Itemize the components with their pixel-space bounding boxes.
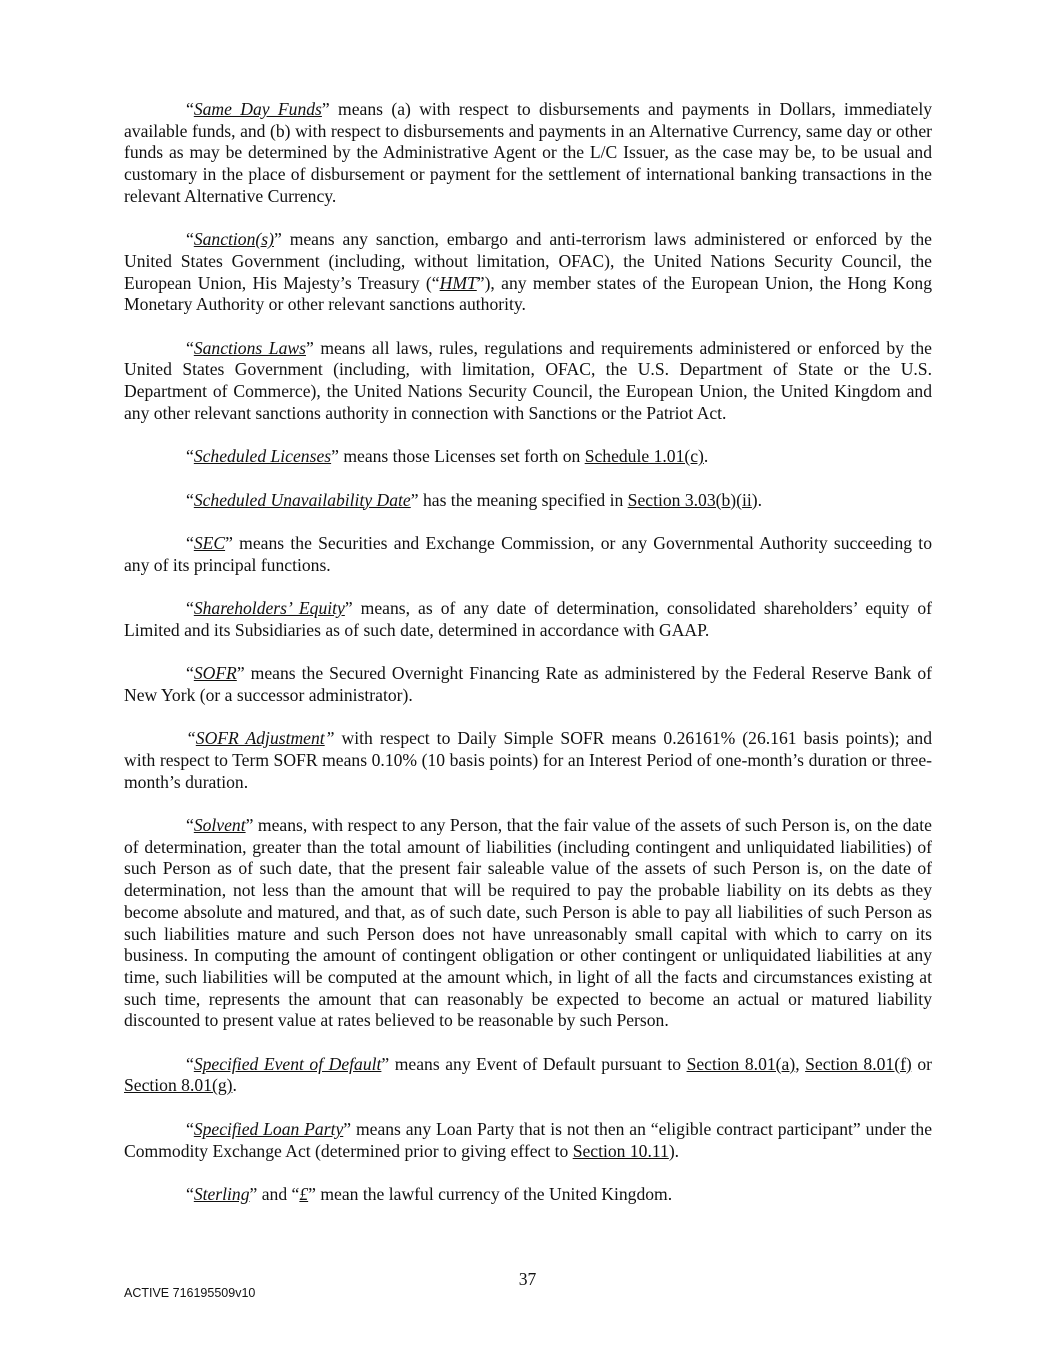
defined-term: Sterling — [193, 1183, 250, 1204]
page-number: 37 — [518, 1269, 537, 1289]
document-id: ACTIVE 716195509v10 — [124, 1286, 256, 1300]
defined-term: Specified Loan Party — [193, 1118, 344, 1139]
cross-reference-link: Section 8.01(a) — [686, 1053, 796, 1074]
definition-specified-event-of-default: “Specified Event of Default” means any Event of Default pursuant to Section 8.01(a), Section 8.01(f) or Section 8.01(g). — [124, 1053, 932, 1096]
defined-term: Solvent — [193, 815, 246, 836]
definition-solvent: “Solvent” means, with respect to any Person, that the fair value of the assets of such Person is, on the date of determination, greater than the total amount of liabilities (including contingent and unliquidated liabilities) of such Person as of such date, that the present fair saleable value of the assets of such Person is, on the date of determination, not less than the amount that will be required to pay the probable liability on its debts as they become absolute and matured, and that, as of such date, such Person is able to pay all liabilities of such Person as such liabilities mature and such Person does not have unreasonably small capital with which to carry on its business. In computing the amount of contingent obligation or other contingent or unliquidated liabilities at any time, such liabilities will be computed at the amount which, in light of all the facts and circumstances existing at such time, represents the amount that can reasonably be expected to become an actual or matured liability discounted to present value at rates believed to be reasonable by such Person. — [124, 815, 932, 1031]
definition-sofr: “SOFR” means the Secured Overnight Financing Rate as administered by the Federal Reserve Bank of New York (or a successor administrator). — [124, 663, 932, 705]
definition-specified-loan-party: “Specified Loan Party” means any Loan Party that is not then an “eligible contract participant” under the Commodity Exchange Act (determined prior to giving effect to Section 10.11). — [124, 1118, 933, 1161]
cross-reference-link: Section 3.03(b)(ii) — [627, 489, 758, 510]
document-body — [124, 99, 932, 1227]
definition-scheduled-licenses: “Scheduled Licenses” means those Licenses set forth on Schedule 1.01(c). — [186, 446, 709, 467]
defined-term: £ — [299, 1183, 309, 1204]
defined-term: Shareholders’ Equity — [193, 598, 345, 619]
defined-term: Scheduled Licenses — [193, 446, 332, 467]
cross-reference-link: Section 8.01(f) — [805, 1053, 912, 1074]
definition-sanctions-laws: “Sanctions Laws” means all laws, rules, regulations and requirements administered or enforced by the United States Government (including, with limitation, OFAC, the U.S. Department of State or the U.S. Department of Commerce), the United Nations Security Council, the European Union, the United Kingdom and any other relevant sanctions authority in connection with Sanctions or the Patriot Act. — [124, 337, 932, 423]
definition-shareholders-equity: “Shareholders’ Equity” means, as of any date of determination, consolidated shareholders’ equity of Limited and its Subsidiaries as of such date, determined in accordance with GAAP. — [124, 598, 932, 640]
cross-reference-link: Schedule 1.01(c) — [584, 446, 704, 467]
defined-term: Sanction(s) — [193, 229, 274, 250]
defined-term: SOFR — [193, 663, 237, 684]
definition-scheduled-unavailability-date: “Scheduled Unavailability Date” has the meaning specified in Section 3.03(b)(ii). — [186, 489, 763, 510]
defined-term: Same Day Funds — [193, 99, 322, 119]
defined-term: SOFR Adjustment — [195, 728, 325, 749]
definition-sec: “SEC” means the Securities and Exchange Commission, or any Governmental Authority succeeding to any of its principal functions. — [124, 532, 932, 575]
cross-reference-link: Section 8.01(g) — [124, 1075, 233, 1096]
definition-sofr-adjustment: “SOFR Adjustment” with respect to Daily Simple SOFR means 0.26161% (26.161 basis points); and with respect to Term SOFR means 0.10% (10 basis points) for an Interest Period of one-month’s duration or three-month’s duration. — [124, 728, 933, 792]
definition-sterling: “Sterling” and “£” mean the lawful currency of the United Kingdom. — [186, 1183, 673, 1204]
defined-term: Specified Event of Default — [193, 1053, 382, 1074]
defined-term: Sanctions Laws — [193, 337, 306, 358]
defined-term: Scheduled Unavailability Date — [193, 489, 411, 510]
definition-same-day-funds: “Same Day Funds” means (a) with respect to disbursements and payments in Dollars, immediately available funds, and (b) with respect to disbursements and payments in an Alternative Currency, same day or other funds as may be determined by the Administrative Agent or the L/C Issuer, as the case may be, to be usual and customary in the place of disbursement or payment for the settlement of international banking transactions in the relevant Alternative Currency. — [124, 99, 932, 206]
cross-reference-link: Section 10.11 — [572, 1140, 669, 1161]
defined-term: HMT — [439, 272, 477, 293]
definition-sanctions: “Sanction(s)” means any sanction, embargo and anti-terrorism laws administered or enforced by the United States Government (including, without limitation, OFAC), the United Nations Security Council, the European Union, His Majesty’s Treasury (“HMT”), any member states of the European Union, the Hong Kong Monetary Authority or other relevant sanctions authority. — [124, 229, 932, 315]
defined-term: SEC — [193, 532, 226, 553]
